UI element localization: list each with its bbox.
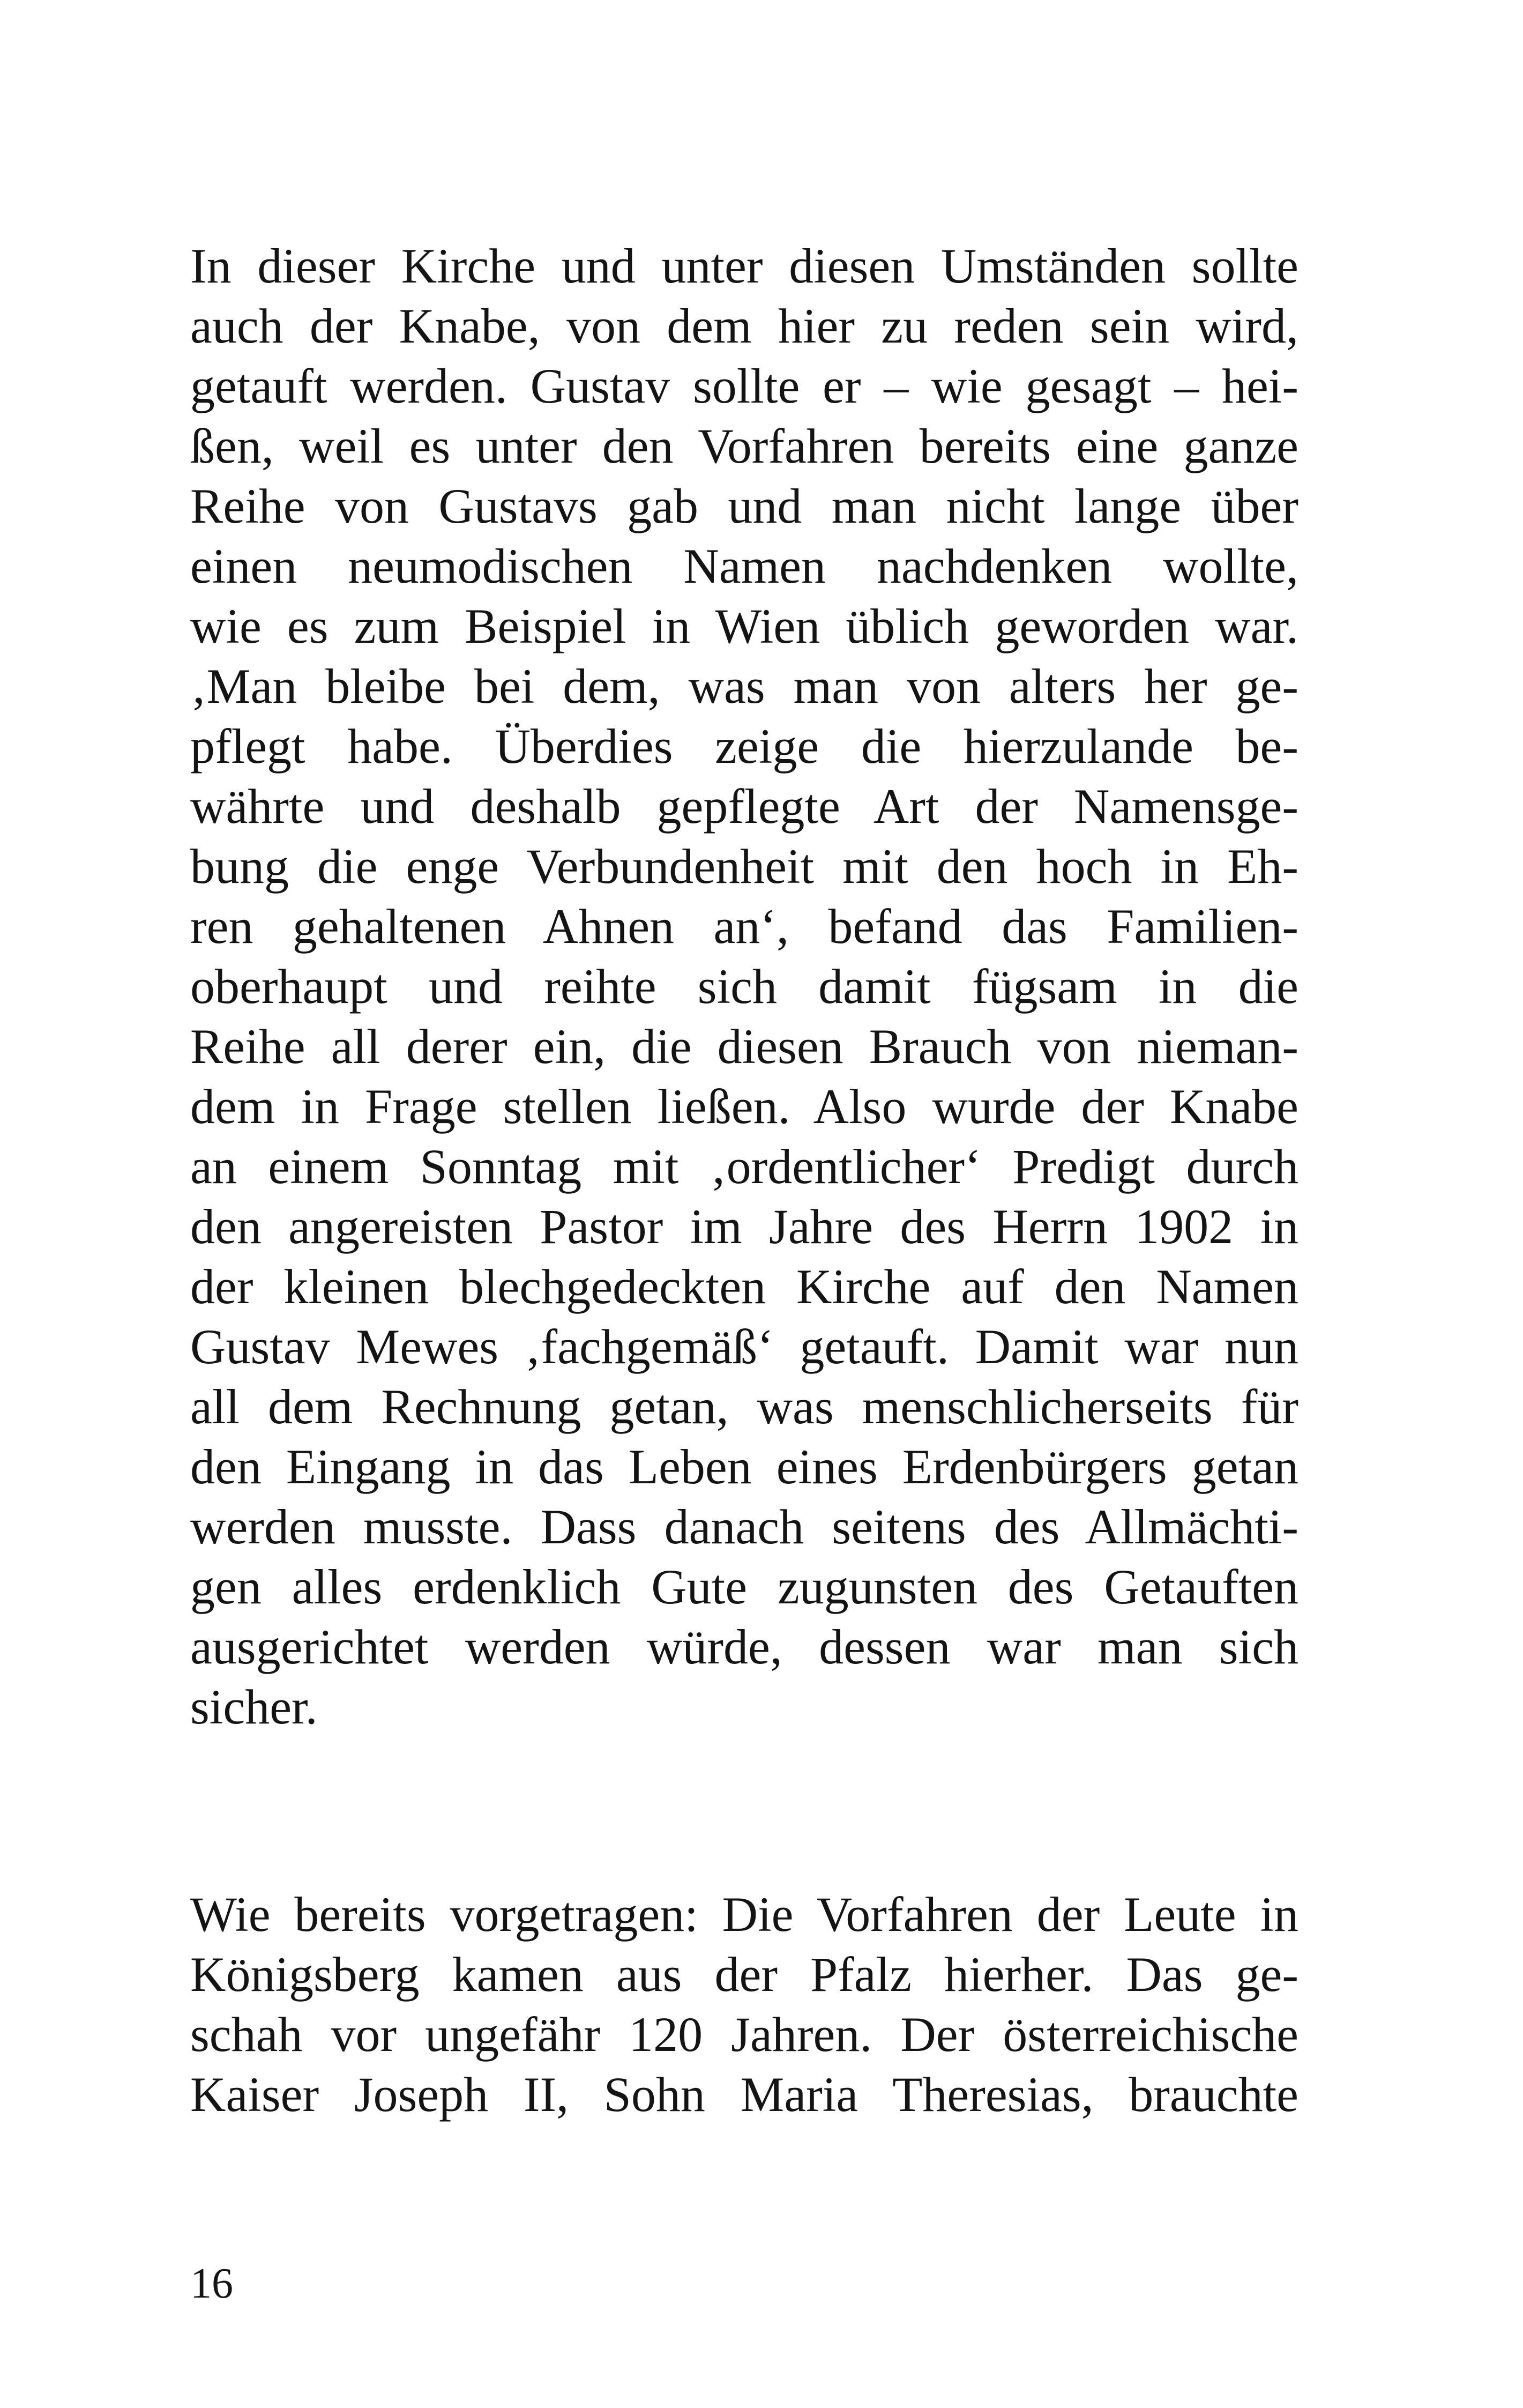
- text-line: ren gehaltenen Ahnen an‘, befand das Familien-: [190, 899, 1298, 954]
- text-line: Wie bereits vorgetragen: Die Vorfahren der Leute in: [190, 1887, 1298, 1942]
- text-line: wie es zum Beispiel in Wien üblich geworden war.: [190, 599, 1298, 653]
- text-line: Kaiser Joseph II, Sohn Maria Theresias, brauchte: [190, 2067, 1298, 2122]
- text-line: sicher.: [190, 1679, 318, 1734]
- text-line: werden musste. Dass danach seitens des Allmächti-: [190, 1499, 1298, 1554]
- text-line: ßen, weil es unter den Vorfahren bereits eine ganze: [190, 419, 1298, 473]
- text-line: oberhaupt und reihte sich damit fügsam in die: [190, 959, 1298, 1014]
- text-line: den Eingang in das Leben eines Erdenbürgers getan: [190, 1439, 1298, 1494]
- text-line: auch der Knabe, von dem hier zu reden sein wird,: [190, 299, 1298, 353]
- text-line: ausgerichtet werden würde, dessen war man sich: [190, 1619, 1298, 1674]
- text-line: den angereisten Pastor im Jahre des Herrn 1902 in: [190, 1199, 1298, 1254]
- text-line: In dieser Kirche und unter diesen Umständen sollte: [190, 239, 1298, 293]
- text-line: schah vor ungefähr 120 Jahren. Der österreichische: [190, 2007, 1298, 2062]
- text-line: an einem Sonntag mit ‚ordentlicher‘ Predigt durch: [190, 1139, 1298, 1194]
- text-line: getauft werden. Gustav sollte er – wie gesagt – hei-: [190, 359, 1298, 413]
- paragraph-1: [190, 236, 1298, 1737]
- text-line: pflegt habe. Überdies zeige die hierzulande be-: [190, 719, 1298, 774]
- text-line: bung die enge Verbundenheit mit den hoch in Eh-: [190, 839, 1298, 894]
- text-line: dem in Frage stellen ließen. Also wurde der Knabe: [190, 1079, 1298, 1134]
- text-line: der kleinen blechgedeckten Kirche auf den Namen: [190, 1259, 1298, 1314]
- text-line: währte und deshalb gepflegte Art der Namensge-: [190, 779, 1298, 834]
- text-line: einen neumodischen Namen nachdenken wollte,: [190, 539, 1298, 593]
- text-line: Gustav Mewes ‚fachgemäß‘ getauft. Damit war nun: [190, 1319, 1298, 1374]
- text-line: ‚Man bleibe bei dem, was man von alters her ge-: [190, 659, 1298, 714]
- text-line: all dem Rechnung getan, was menschlicherseits für: [190, 1379, 1298, 1434]
- page-number: 16: [190, 2260, 233, 2307]
- text-line: Reihe von Gustavs gab und man nicht lange über: [190, 479, 1298, 533]
- text-line: gen alles erdenklich Gute zugunsten des Getauften: [190, 1559, 1298, 1614]
- paragraph-2: [190, 1884, 1298, 2124]
- text-line: Königsberg kamen aus der Pfalz hierher. Das ge-: [190, 1947, 1298, 2002]
- text-line: Reihe all derer ein, die diesen Brauch von nieman-: [190, 1019, 1298, 1074]
